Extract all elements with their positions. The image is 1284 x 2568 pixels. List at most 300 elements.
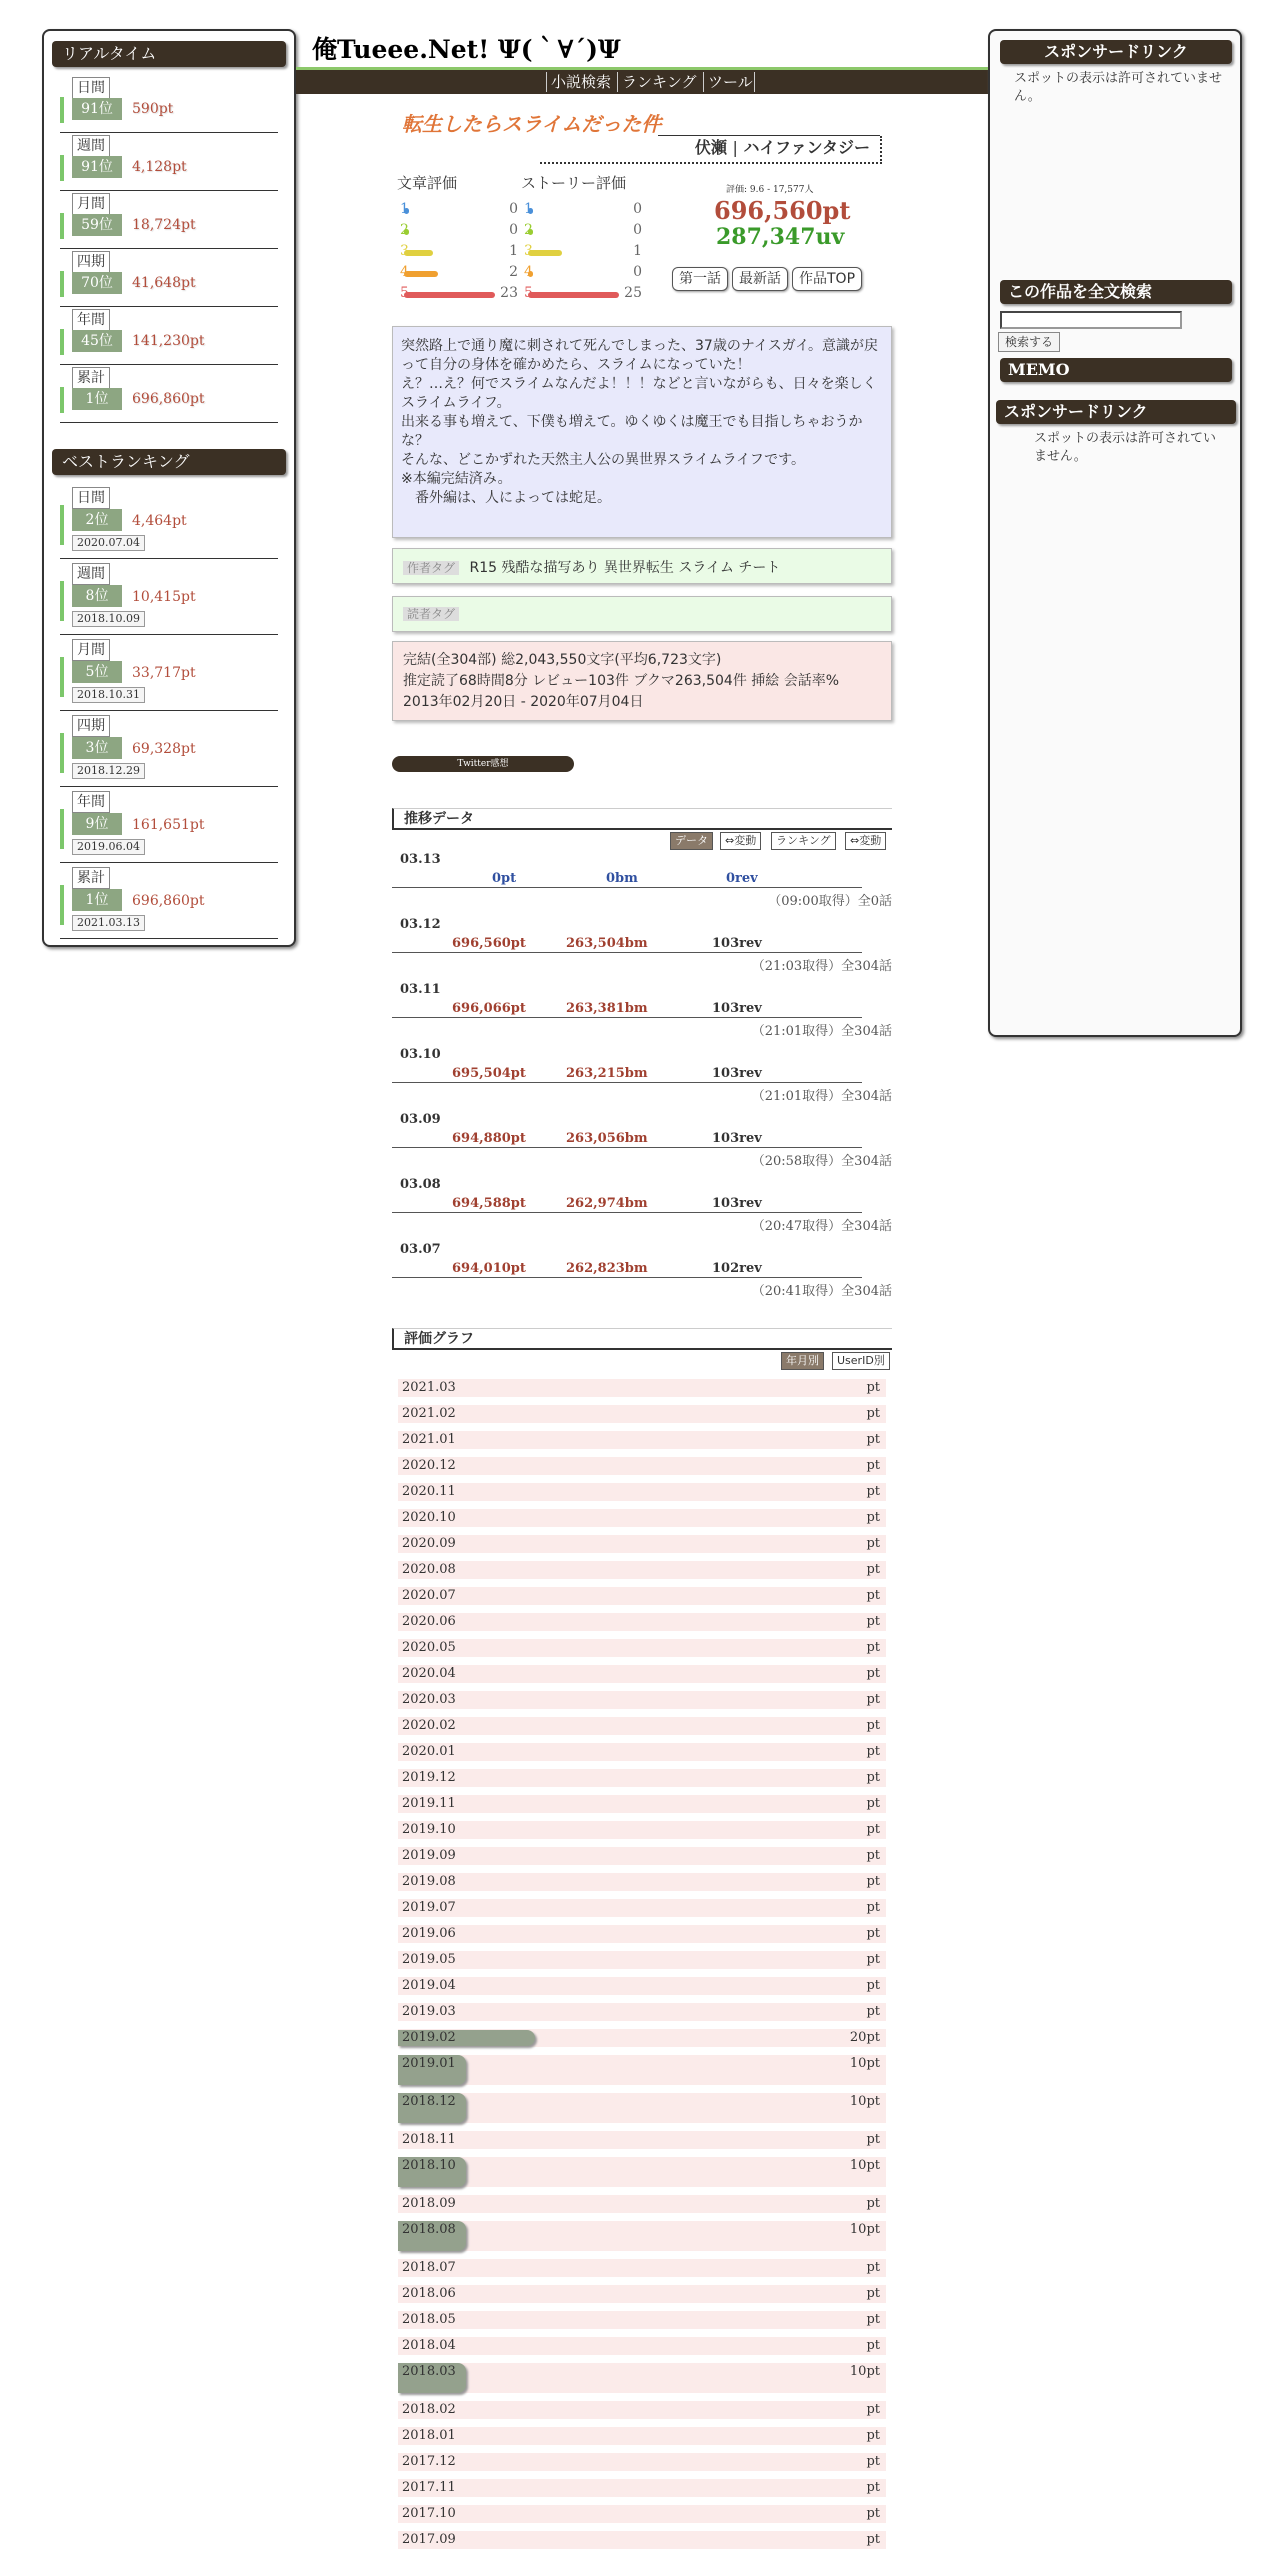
realtime-item[interactable] (60, 191, 278, 249)
graph-row (398, 1561, 886, 1579)
trend-values (392, 1000, 862, 1018)
best-ranking-points: 161,651pt (132, 817, 205, 833)
author-name[interactable]: 伏瀬 (694, 138, 727, 157)
graph-value: pt (866, 2312, 880, 2327)
graph-value: pt (866, 2506, 880, 2521)
eval-count: 1 (633, 243, 642, 259)
graph-month: 2020.06 (402, 1614, 456, 1629)
graph-value: pt (866, 1666, 880, 1681)
best-ranking-bar (60, 581, 64, 621)
graph-row (398, 2259, 886, 2277)
best-ranking-bar (60, 657, 64, 697)
graph-row (398, 2453, 886, 2471)
eval-count: 0 (633, 222, 642, 238)
realtime-item[interactable] (60, 133, 278, 191)
eval-row (524, 285, 642, 305)
realtime-item-rank: 1位 (72, 388, 122, 410)
total-uv: 287,347uv (716, 224, 845, 250)
graph-value: pt (866, 1588, 880, 1603)
realtime-item-bar (60, 155, 64, 181)
work-info (392, 641, 892, 721)
trend-values (392, 870, 862, 888)
best-ranking-bar (60, 885, 64, 925)
site-title[interactable]: 俺Tueee.Net! Ψ(｀∀´)Ψ (312, 35, 621, 64)
trend-date: 03.09 (400, 1112, 441, 1127)
graph-row (398, 1665, 886, 1683)
graph-month: 2018.01 (402, 2428, 456, 2443)
best-ranking-date: 2018.10.31 (72, 687, 145, 703)
graph-value: pt (866, 2338, 880, 2353)
eval-row (400, 264, 518, 284)
best-ranking-rank: 3位 (72, 737, 122, 759)
trend-fetch-info: （20:58取得）全304話 (751, 1154, 892, 1169)
score-summary: 評価: 9.6 - 17,577人 (726, 185, 814, 195)
tab-data-change[interactable]: ⇔変動 (720, 832, 761, 850)
graph-month: 2019.10 (402, 1822, 456, 1837)
graph-row (398, 1873, 886, 1891)
graph-row (398, 1977, 886, 1995)
graph-value: pt (866, 2004, 880, 2019)
graph-row (398, 1613, 886, 1631)
realtime-item-bar (60, 329, 64, 355)
graph-value: pt (866, 1796, 880, 1811)
twitter-feedback-button[interactable]: Twitter感想 (392, 756, 574, 772)
best-ranking-item[interactable] (60, 559, 278, 635)
trend-fetch-info: （21:03取得）全304話 (751, 959, 892, 974)
graph-value: pt (866, 2402, 880, 2417)
realtime-item-bar (60, 387, 64, 413)
trend-values (392, 935, 862, 953)
author-genre-separator: | (732, 138, 738, 157)
info-line-3: 2013年02月20日 - 2020年07月04日 (403, 694, 644, 710)
sponsor-heading-2: スポンサードリンク (996, 400, 1236, 424)
graph-value: pt (866, 1432, 880, 1447)
graph-value: 10pt (849, 2094, 880, 2109)
author-tags-box (392, 548, 892, 584)
graph-row (398, 2195, 886, 2213)
eval-star-number: 4 (524, 264, 533, 280)
best-ranking-date: 2019.06.04 (72, 839, 145, 855)
trend-heading: 推移データ (392, 808, 892, 830)
graph-row (398, 1821, 886, 1839)
best-ranking-points: 696,860pt (132, 893, 205, 909)
tab-ranking-change[interactable]: ⇔変動 (845, 832, 886, 850)
trend-fetch-info: （21:01取得）全304話 (751, 1089, 892, 1104)
graph-month: 2018.02 (402, 2402, 456, 2417)
graph-row (398, 2093, 886, 2123)
best-ranking-label: 月間 (72, 639, 110, 661)
best-ranking-label: 日間 (72, 487, 110, 509)
genre-name[interactable]: ハイファンタジー (743, 138, 870, 157)
trend-points: 0pt (492, 871, 517, 886)
best-ranking-rank: 9位 (72, 813, 122, 835)
nav-novel-search[interactable]: 小説検索 (546, 72, 615, 92)
realtime-item-points: 141,230pt (132, 333, 205, 349)
realtime-item-label: 日間 (72, 77, 110, 99)
graph-row (398, 1405, 886, 1423)
graph-value: pt (866, 1510, 880, 1525)
best-ranking-date: 2018.12.29 (72, 763, 145, 779)
total-points: 696,560pt (714, 196, 851, 225)
eval-count: 0 (509, 201, 518, 217)
graph-row (398, 1587, 886, 1605)
trend-date: 03.12 (400, 917, 441, 932)
eval-bar (404, 271, 438, 277)
story-eval-heading: ストーリー評価 (521, 174, 627, 192)
best-ranking-bar (60, 505, 64, 545)
graph-row (398, 1847, 886, 1865)
eval-star-number: 2 (524, 222, 533, 238)
eval-bar (528, 292, 619, 298)
graph-month: 2020.02 (402, 1718, 456, 1733)
realtime-item[interactable] (60, 249, 278, 307)
graph-month: 2020.03 (402, 1692, 456, 1707)
trend-points: 694,588pt (452, 1196, 526, 1211)
best-ranking-label: 累計 (72, 867, 110, 889)
graph-row (398, 2531, 886, 2549)
trend-reviews: 103rev (712, 1001, 762, 1016)
eval-star-number: 1 (400, 201, 409, 217)
eval-count: 2 (509, 264, 518, 280)
best-ranking-item[interactable] (60, 787, 278, 863)
realtime-item-rank: 91位 (72, 98, 122, 120)
trend-date: 03.08 (400, 1177, 441, 1192)
eval-row (400, 201, 518, 221)
graph-month: 2019.06 (402, 1926, 456, 1941)
graph-row (398, 1431, 886, 1449)
trend-fetch-info: （20:47取得）全304話 (751, 1219, 892, 1234)
eval-count: 23 (500, 285, 518, 301)
nav-ranking[interactable]: ランキング (617, 72, 701, 92)
best-ranking-date: 2020.07.04 (72, 535, 145, 551)
graph-value: pt (866, 1744, 880, 1759)
trend-bookmarks: 262,823bm (566, 1261, 648, 1276)
realtime-item-rank: 91位 (72, 156, 122, 178)
nav-divider (754, 72, 755, 92)
best-ranking-item[interactable] (60, 483, 278, 559)
graph-value: pt (866, 2480, 880, 2495)
eval-count: 0 (509, 222, 518, 238)
eval-star-number: 3 (400, 243, 409, 259)
graph-month: 2018.05 (402, 2312, 456, 2327)
graph-month: 2020.01 (402, 1744, 456, 1759)
graph-value: pt (866, 1562, 880, 1577)
graph-month: 2018.08 (402, 2222, 456, 2237)
realtime-item-bar (60, 97, 64, 123)
graph-month: 2018.03 (402, 2364, 456, 2379)
memo-heading: MEMO (1000, 358, 1232, 382)
realtime-item-label: 四期 (72, 251, 110, 273)
graph-month: 2021.02 (402, 1406, 456, 1421)
eval-row (524, 201, 642, 221)
synopsis-text: 突然路上で通り魔に刺されて死んでしまった、37歳のナイスガイ。意識が戻って自分の身体を確かめたら、スライムになっていた！ え？…え？何でスライムなんだよ！！！などと言いながらも、日々を楽しくスライムライフ。 出来る事も増えて、下僕も増えて。ゆくゆくは魔王でも目指しちゃおうかな？ そんな、どこかずれた天然主人公の異世界スライムライフです。 ※本編完結済み。 番外編は、人によっては蛇足。 (401, 338, 879, 506)
best-ranking-label: 年間 (72, 791, 110, 813)
graph-value: 20pt (849, 2030, 880, 2045)
trend-values (392, 1065, 862, 1083)
genre-rule (658, 135, 880, 136)
fulltext-search-heading: この作品を全文検索 (1000, 280, 1232, 304)
graph-value: 10pt (849, 2056, 880, 2071)
eval-star-number: 2 (400, 222, 409, 238)
eval-row (400, 285, 518, 305)
graph-row (398, 1379, 886, 1397)
graph-value: pt (866, 1718, 880, 1733)
first-episode-button[interactable]: 第一話 (672, 267, 728, 291)
best-ranking-bar (60, 809, 64, 849)
realtime-item-bar (60, 271, 64, 297)
trend-points: 694,010pt (452, 1261, 526, 1276)
trend-reviews: 102rev (712, 1261, 762, 1276)
realtime-list (44, 75, 294, 423)
eval-count: 25 (624, 285, 642, 301)
graph-row (398, 1743, 886, 1761)
sponsor-text-2: スポットの表示は許可されていません。 (1034, 431, 1217, 464)
graph-row (398, 2505, 886, 2523)
realtime-item-points: 18,724pt (132, 217, 196, 233)
graph-row (398, 2029, 886, 2047)
graph-month: 2018.11 (402, 2132, 456, 2147)
graph-month: 2020.08 (402, 1562, 456, 1577)
graph-value: pt (866, 2454, 880, 2469)
graph-row (398, 1691, 886, 1709)
best-ranking-label: 四期 (72, 715, 110, 737)
graph-value: pt (866, 2132, 880, 2147)
best-ranking-item[interactable] (60, 635, 278, 711)
graph-month: 2020.11 (402, 1484, 456, 1499)
trend-reviews: 103rev (712, 1196, 762, 1211)
synopsis (392, 326, 892, 538)
best-ranking-points: 10,415pt (132, 589, 196, 605)
trend-bookmarks: 263,215bm (566, 1066, 648, 1081)
best-ranking-date: 2021.03.13 (72, 915, 145, 931)
graph-heading: 評価グラフ (392, 1328, 892, 1350)
graph-row (398, 2003, 886, 2021)
trend-date: 03.13 (400, 852, 441, 867)
graph-month: 2019.04 (402, 1978, 456, 1993)
graph-month: 2019.07 (402, 1900, 456, 1915)
tab-by-userid[interactable]: UserID別 (832, 1352, 890, 1370)
sponsor-heading-1: スポンサードリンク (1000, 40, 1232, 64)
best-ranking-rank: 2位 (72, 509, 122, 531)
graph-value: pt (866, 1536, 880, 1551)
graph-month: 2019.09 (402, 1848, 456, 1863)
graph-month: 2020.07 (402, 1588, 456, 1603)
graph-month: 2021.03 (402, 1380, 456, 1395)
graph-month: 2019.01 (402, 2056, 456, 2071)
graph-month: 2020.04 (402, 1666, 456, 1681)
graph-value: pt (866, 1926, 880, 1941)
graph-row (398, 2311, 886, 2329)
realtime-item-rank: 70位 (72, 272, 122, 294)
graph-month: 2019.11 (402, 1796, 456, 1811)
eval-count: 1 (509, 243, 518, 259)
graph-month: 2017.09 (402, 2532, 456, 2547)
realtime-item-rank: 45位 (72, 330, 122, 352)
realtime-item-bar (60, 213, 64, 239)
graph-row (398, 2221, 886, 2251)
graph-month: 2019.05 (402, 1952, 456, 1967)
graph-row (398, 1509, 886, 1527)
graph-value: pt (866, 1484, 880, 1499)
realtime-item-label: 累計 (72, 367, 110, 389)
best-ranking-date: 2018.10.09 (72, 611, 145, 627)
best-ranking-item[interactable] (60, 863, 278, 939)
realtime-item-points: 41,648pt (132, 275, 196, 291)
tab-data[interactable]: データ (670, 832, 713, 850)
best-ranking-label: 週間 (72, 563, 110, 585)
info-line-2: 推定読了68時間8分 レビュー103件 ブクマ263,504件 挿絵 会話率% (403, 673, 840, 689)
graph-month: 2020.10 (402, 1510, 456, 1525)
trend-points: 695,504pt (452, 1066, 526, 1081)
bunsho-eval-heading: 文章評価 (397, 174, 458, 192)
graph-row (398, 1925, 886, 1943)
trend-reviews: 103rev (712, 1131, 762, 1146)
graph-month: 2017.11 (402, 2480, 456, 2495)
best-ranking-bar (60, 733, 64, 773)
graph-month: 2021.01 (402, 1432, 456, 1447)
trend-fetch-info: （20:41取得）全304話 (751, 1284, 892, 1299)
graph-row (398, 2427, 886, 2445)
graph-month: 2018.09 (402, 2196, 456, 2211)
fulltext-search-input[interactable] (1000, 311, 1182, 329)
graph-row (398, 1535, 886, 1553)
realtime-item-points: 696,860pt (132, 391, 205, 407)
author-tag-label: 作者タグ (403, 561, 459, 575)
tab-ranking[interactable]: ランキング (771, 832, 836, 850)
nav-tools[interactable]: ツール (703, 72, 757, 92)
trend-reviews: 103rev (712, 1066, 762, 1081)
eval-row (400, 243, 518, 263)
realtime-item-points: 4,128pt (132, 159, 187, 175)
realtime-item-label: 月間 (72, 193, 110, 215)
eval-count: 0 (633, 264, 642, 280)
sponsor-text-1: スポットの表示は許可されていません。 (1014, 71, 1223, 104)
realtime-item-label: 年間 (72, 309, 110, 331)
graph-value: pt (866, 2428, 880, 2443)
realtime-item-rank: 59位 (72, 214, 122, 236)
graph-month: 2020.09 (402, 1536, 456, 1551)
trend-bookmarks: 262,974bm (566, 1196, 648, 1211)
eval-bar (404, 292, 495, 298)
best-ranking-rank: 5位 (72, 661, 122, 683)
graph-value: 10pt (849, 2158, 880, 2173)
eval-star-number: 5 (524, 285, 533, 301)
eval-row (400, 222, 518, 242)
graph-row (398, 1457, 886, 1475)
graph-value: pt (866, 2532, 880, 2547)
graph-row (398, 2157, 886, 2187)
trend-bookmarks: 0bm (606, 871, 638, 886)
best-ranking-rank: 8位 (72, 585, 122, 607)
graph-row (398, 1899, 886, 1917)
graph-value: pt (866, 1900, 880, 1915)
info-line-1: 完結(全304部) 総2,043,550文字(平均6,723文字) (403, 652, 722, 668)
graph-month: 2019.03 (402, 2004, 456, 2019)
graph-month: 2020.12 (402, 1458, 456, 1473)
eval-star-number: 4 (400, 264, 409, 280)
trend-reviews: 0rev (726, 871, 758, 886)
best-ranking-rank: 1位 (72, 889, 122, 911)
graph-value: pt (866, 2286, 880, 2301)
reader-tags-box (392, 596, 892, 632)
graph-row (398, 2401, 886, 2419)
graph-value: pt (866, 2260, 880, 2275)
graph-month: 2017.12 (402, 2454, 456, 2469)
tab-by-month[interactable]: 年月別 (781, 1352, 824, 1370)
graph-value: pt (866, 1978, 880, 1993)
trend-fetch-info: （21:01取得）全304話 (751, 1024, 892, 1039)
author-tags[interactable]: R15 残酷な描写あり 異世界転生 スライム チート (469, 560, 781, 576)
graph-row (398, 1639, 886, 1657)
left-sidebar (42, 29, 296, 947)
graph-value: pt (866, 1640, 880, 1655)
graph-month: 2018.12 (402, 2094, 456, 2109)
best-ranking-item[interactable] (60, 711, 278, 787)
realtime-item-points: 590pt (132, 101, 174, 117)
graph-row (398, 2337, 886, 2355)
trend-values (392, 1260, 862, 1278)
eval-star-number: 3 (524, 243, 533, 259)
author-genre (540, 136, 882, 164)
latest-episode-button[interactable]: 最新話 (732, 267, 788, 291)
realtime-item[interactable] (60, 365, 278, 423)
graph-value: pt (866, 1770, 880, 1785)
eval-row (524, 264, 642, 284)
graph-month: 2019.12 (402, 1770, 456, 1785)
graph-row (398, 1951, 886, 1969)
graph-month: 2018.06 (402, 2286, 456, 2301)
graph-value: pt (866, 2196, 880, 2211)
trend-bookmarks: 263,504bm (566, 936, 648, 951)
trend-date: 03.11 (400, 982, 441, 997)
graph-row (398, 2363, 886, 2393)
graph-row (398, 1795, 886, 1813)
eval-star-number: 5 (400, 285, 409, 301)
fulltext-search-button[interactable]: 検索する (998, 332, 1060, 352)
graph-value: pt (866, 1952, 880, 1967)
trend-date: 03.10 (400, 1047, 441, 1062)
graph-row (398, 1769, 886, 1787)
trend-points: 694,880pt (452, 1131, 526, 1146)
trend-bookmarks: 263,381bm (566, 1001, 648, 1016)
graph-month: 2018.10 (402, 2158, 456, 2173)
trend-points: 696,560pt (452, 936, 526, 951)
realtime-item-label: 週間 (72, 135, 110, 157)
graph-value: pt (866, 1406, 880, 1421)
graph-row (398, 1717, 886, 1735)
graph-value: pt (866, 1458, 880, 1473)
best-ranking-points: 4,464pt (132, 513, 187, 529)
graph-month: 2018.07 (402, 2260, 456, 2275)
eval-row (524, 222, 642, 242)
eval-star-number: 1 (524, 201, 533, 217)
trend-date: 03.07 (400, 1242, 441, 1257)
trend-fetch-info: （09:00取得）全0話 (768, 894, 892, 909)
best-ranking-list (44, 483, 294, 939)
best-ranking-points: 33,717pt (132, 665, 196, 681)
graph-value: pt (866, 1848, 880, 1863)
graph-row (398, 2285, 886, 2303)
work-top-button[interactable]: 作品TOP (792, 267, 862, 291)
realtime-item[interactable] (60, 307, 278, 365)
eval-row (524, 243, 642, 263)
trend-reviews: 103rev (712, 936, 762, 951)
novel-title[interactable]: 転生したらスライムだった件 (402, 112, 662, 136)
graph-row (398, 2479, 886, 2497)
realtime-item[interactable] (60, 75, 278, 133)
graph-value: 10pt (849, 2364, 880, 2379)
graph-row (398, 2055, 886, 2085)
